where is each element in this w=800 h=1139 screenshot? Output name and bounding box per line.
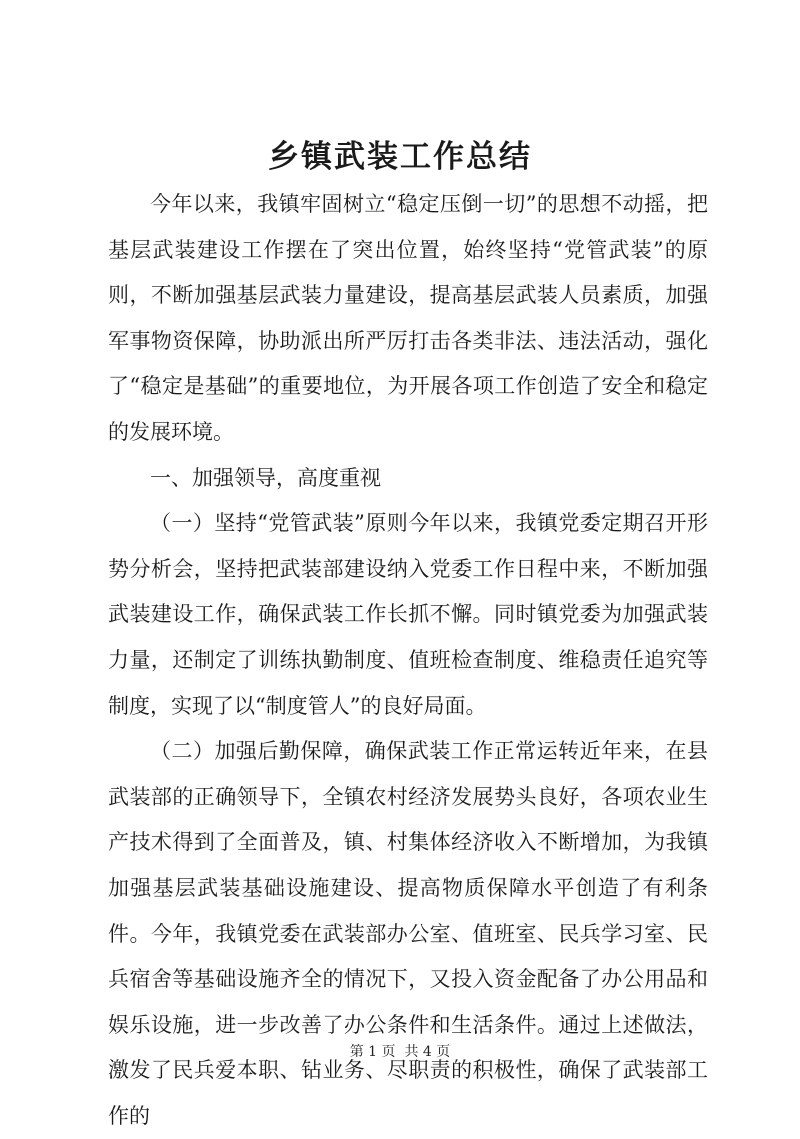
subsection-one-paragraph: （一）坚持“党管武装”原则今年以来，我镇党委定期召开形势分析会，坚持把武装部建设纳入党委工作日程中来，不断加强武装建设工作，确保武装工作长抓不懈。同时镇党委为加强武装力量，还制定了训练执勤制度、值班检查制度、维稳责任追究等制度，实现了以“制度管人”的良好局面。 bbox=[108, 511, 708, 718]
page-footer bbox=[0, 1042, 800, 1062]
page-number: 第 1 页 共 4 页 bbox=[349, 1044, 451, 1060]
document-title: 乡镇武装工作总结 bbox=[268, 139, 532, 175]
subsection-two-paragraph: （二）加强后勤保障，确保武装工作正常运转近年来，在县武装部的正确领导下，全镇农村经济发展势头良好，各项农业生产技术得到了全面普及，镇、村集体经济收入不断增加，为我镇加强基层武装基础设施建设、提高物质保障水平创造了有利条件。今年，我镇党委在武装部办公室、值班室、民兵学习室、民兵宿舍等基础设施齐全的情况下，又投入资金配备了办公用品和娱乐设施，进一步改善了办公条件和生活条件。通过上述做法，激发了民兵爱本职、钻业务、尽职责的积极性，确保了武装部工作的 bbox=[108, 739, 708, 1128]
section-heading: 一、加强领导，高度重视 bbox=[150, 465, 381, 490]
intro-paragraph: 今年以来，我镇牢固树立“稳定压倒一切”的思想不动摇，把基层武装建设工作摆在了突出位置，始终坚持“党管武装”的原则，不断加强基层武装力量建设，提高基层武装人员素质，加强军事物资保障，协助派出所严厉打击各类非法、违法活动，强化了“稳定是基础”的重要地位，为开展各项工作创造了安全和稳定的发展环境。 bbox=[108, 192, 708, 444]
document-body bbox=[108, 182, 708, 1139]
